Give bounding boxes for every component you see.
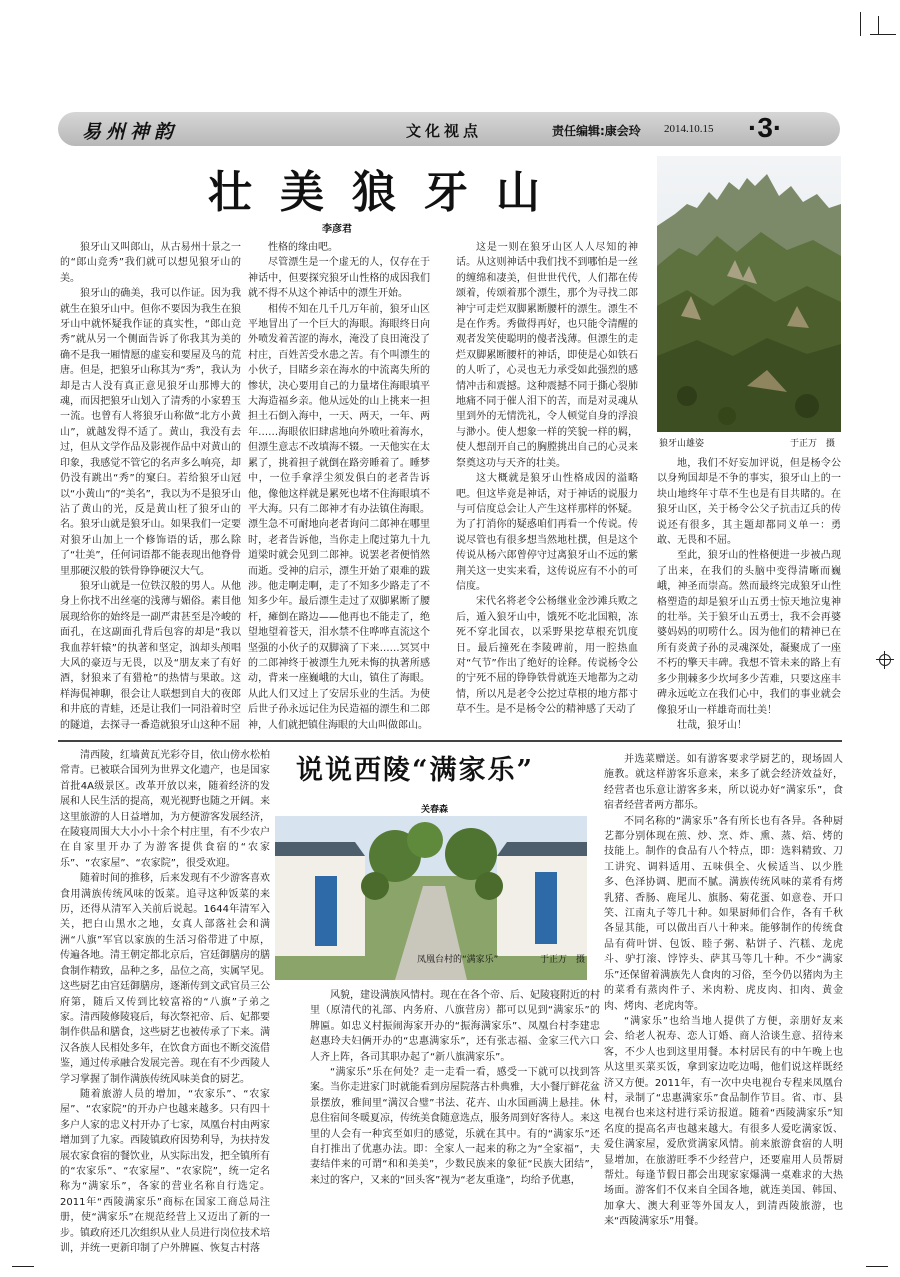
page-header [58, 112, 840, 146]
mountain-photo [657, 156, 841, 432]
photo2-caption: 凤凰台村的“满家乐” [417, 955, 499, 965]
paragraph: 清西陵，红墙黄瓦光彩夺目，依山傍水松柏常青。已被联合国列为世界文化遗产，也是国家首批4A级景区。改革开放以来，随着经济的发展和人民生活的提高，观光视野也随之开阔。来这里旅游的人日益增加，为方便游客发展经济，在陵寝周围大大小小十余个村庄里，有不少农户在自家里开办了为游客提供食宿的“农家乐”、“农家屋”、“农家院”，很受欢迎。 [60, 750, 270, 869]
article2-column-3 [604, 752, 843, 1230]
paragraph: 性格的缘由吧。 [268, 242, 338, 253]
photo1-caption: 狼牙山雄姿 [659, 439, 705, 449]
registration-mark [876, 651, 894, 669]
paragraph: 尽管漂生是一个虚无的人，仅存在于神话中，但要探究狼牙山性格的成因我们就不得不从这个神话中的漂生开始。 [248, 257, 430, 300]
paragraph: 这大概就是狼牙山性格成因的溢略吧。但这毕竟是神话，对于神话的说服力与可信度总会让人产生这样那样的怀疑。为了打消你的疑惑咱们再看一个传说。传说尽管也有很多想当然地杜撰，但是这个传说从杨六郎曾停守过离狼牙山不远的紫荆关这一史实来看，这传说应有不小的可信度。 [456, 473, 638, 592]
article1-column-4 [657, 456, 841, 733]
article1-column-2 [248, 240, 430, 733]
paragraph: 这是一则在狼牙山区人人尽知的神话。从这则神话中我们找不到哪怕是一丝的缠绵和凄美，但世世代代，人们都在传颂着，传颂着那个漂生，那个为寻找二郎神宁可走烂双脚累断腰杆的漂生。漂生不是在作秀。秀做得再好，也只能令清醒的观者发笑使聪明的傻者浅薄。但漂生的走烂双脚累断腰杆的神话，即使是心如铁石的人听了，心灵也无力承受如此强烈的感情冲击和震撼。这种震撼不同于撕心裂肺地痛不同于催人泪下的苦，而是对灵魂从里到外的无情洗礼，令人顿觉自身的浮浪与渺小。使人想象一样的笑貌一样的羁，使人想剖开自己的胸膛挑出自己的心灵来祭奠这功与天齐的壮美。 [456, 242, 638, 469]
article1-column-1 [60, 240, 241, 733]
paper-name: 易州神韵 [82, 121, 179, 143]
paragraph: 并选菜赠送。如有游客要求学厨艺的，现场固人施教。就这样游客乐意来，来多了就会经济效益好，经营者也乐意让游客多来，所以说办好“满家乐”，食宿者经营者两方都乐。 [604, 754, 843, 812]
paragraph: 狼牙山又叫郎山，从古易州十景之一的“郎山竞秀”我们就可以想见狼牙山的美。 [60, 242, 241, 284]
paragraph: 宋代名将老令公杨继业金沙滩兵败之后，遁入狼牙山中，饿死不吃北国粮，冻死不穿北国衣，以采野果挖草根充饥度日。最后撞死在李陵碑前，用一腔热血对“气节”作出了绝好的诠释。传说杨令公的宁死不屈的铮铮铁骨就连天地都为之动情，所以凡是老令公挖过草根的地方都寸草不生。是不是杨令公的精神感了天动了 [456, 596, 638, 716]
mountain-photo-image [657, 156, 841, 432]
paragraph: 风貌，建设满族风情村。现在在各个帝、后、妃陵寝附近的村里（原清代的礼部、内务府、八旗营房）都可以见到“满家乐”的牌匾。如忠义村振闹海家开办的“振海满家乐”、凤凰台村李建忠赵惠玲夫妇俩开办的“忠惠满家乐”，还有张志福、金家三代六口人齐上阵，各司其职办起了“新八旗满家乐”。 [310, 990, 600, 1063]
section-divider [58, 740, 842, 742]
issue-date: 2014.10.15 [664, 123, 714, 135]
paragraph: 地，我们不好妄加评说，但是杨令公以身殉国却是不争的事实，狼牙山上的一块山地终年寸草不生也是有目共睹的。在狼牙山区，关于杨令公父子抗击辽兵的传说还有很多，其主题却都同义单一：勇敢、无畏和不屈。 [657, 458, 841, 547]
crop-mark [12, 1266, 34, 1267]
page-number: ·3· [748, 112, 783, 143]
paragraph: 相传不知在几千几万年前，狼牙山区平地冒出了一个巨大的海眼。海眼终日向外喷发着苦涩的海水，淹没了良田淹没了村庄，百姓苦受水患之苦。有个叫漂生的小伙子，目睹乡亲在海水的中流离失所的惨状，决心要用自己的力量堵住海眼填平大海造福乡亲。他从远处的山上挑来一担担土石倒入海中，一天、两天，一年、两年……海眼依旧肆虐地向外喷吐着海水，但漂生意志不改填海不辍。一天他实在太累了，挑着担子就倒在路旁睡着了。睡梦中，一位手拿浮尘须发俱白的老者告诉他，像他这样就是累死也堵不住海眼填不平大海。只有二郎神才有办法镇住海眼。漂生急不可耐地向老者询问二郎神在哪里时，老者告诉他，当你走上爬过第九十九道梁时就会见到二郎神。说罢老者便悄然而逝。受神的启示，漂生开始了艰难的跋涉。他走啊走啊，走了不知多少路走了不知多少年。最后漂生走过了双脚累断了腰杆，瘫倒在路边——他再也不能走了，绝望地望着苍天，泪水禁不住哗哗直流这个坚强的小伙子的双脚滴了下来……冥冥中的二郎神终于被漂生九死未悔的执著所感动，背来一座巍峨的大山，镇住了海眼。从此人们又过上了安居乐业的生活。为使后世子孙永远记住为民造福的漂生和二郎神，人们就把镇住海眼的大山叫做郎山。 [248, 303, 430, 731]
crop-mark [878, 16, 879, 34]
paragraph: 至此，狼牙山的性格便进一步被凸现了出来，在我们的头脑中变得清晰而巍峨，神圣而崇高。然而最终完成狼牙山性格塑造的却是狼牙山五勇士惊天地泣鬼神的壮举。关于狼牙山五勇士，我不会再婆婆妈妈的叨唠什么。因为他们的精神已在所有炎黄子孙的灵魂深处，凝聚成了一座不朽的擎天丰碑。我想不管未来的路上有多少荆棘多少坎坷多少苦难，只要这座丰碑永远屹立在我们心中，我们的事业就会像狼牙山一样雄奇而壮美！ [657, 550, 841, 716]
photo1-credit: 于正万 摄 [789, 439, 835, 449]
article1-author: 李彦君 [322, 224, 352, 235]
photo2-credit: 于正万 摄 [540, 955, 586, 965]
paragraph: 壮哉，狼牙山！ [677, 719, 747, 731]
article1-column-3 [456, 240, 638, 718]
article1-title: 壮美狼牙山 [208, 167, 568, 218]
article2-column-1 [60, 748, 270, 1256]
photo1-caption-bar [657, 434, 841, 450]
paragraph: 狼牙山就是一位铁汉般的男人。从他身上你找不出丝毫的浅薄与媚俗。素目他展现给你的始终是一副严肃甚至是冷峻的面孔，在这副面孔背后包容的却是“我以我血荐轩辕”的执著和坚定，汹却头颅唱大风的豪迈与无畏，以及“朋友来了有好酒，豺狼来了有猎枪”的热情与果敢。这样海侃神聊，很会让人联想到自大的夜郎和井底的青蛙，还是让我们一同沿着时空的隧道，去探寻一番造就狼牙山这种不屈 [60, 580, 241, 731]
crop-mark [870, 34, 896, 35]
paragraph: 随着旅游人员的增加，“农家乐”、“农家屋”、“农家院”的开办户也越来越多。只有四十多户人家的忠义村开办了七家，凤凰台村由两家增加到了九家。西陵镇政府因势利导，为扶持发展农家食宿的餐饮业，从实际出发，把全镇所有的“农家乐”、“农家屋”、“农家院”，统一定名称为“满家乐”，各家的营业名称自行选定。2011年“西陵满家乐”商标在国家工商总局注册，使“满家乐”在规范经营上又迈出了新的一步。镇政府还几次组织从业人员进行岗位技术培训，并统一更新印制了户外牌匾、恢复古村落 [60, 1088, 270, 1254]
editor-credit: 责任编辑:康会玲 [552, 124, 641, 138]
paragraph: 不同名称的“满家乐”各有所长也有各异。各种厨艺都分别体现在煎、炒、烹、炸、熏、蒸、焙、烤的技能上。制作的食品有八个特点，即：选料精致、刀工讲究、调料适用、五味俱全、火候适当、以少胜多、色泽协调、肥而不腻。满族传统风味的菜肴有烤乳猪、香肠、鹿尾儿、旗肠、菊花蛋、如意卷、开口笑、江南丸子等几十种。如果厨师们合作，各有千秋各显其能，可以做出百八十种来。能够制作的传统食品有荷叶饼、包饭、睦子粥、粘饼子、汽糕、龙虎斗、驴打滚、饽饽头、萨其马等几十种。不少“满家乐”还保留着满族先人食肉的习俗，至今仍以猪肉为主的菜肴有蒸肉件子、米肉粉、虎皮肉、扣肉、黄金肉、烤肉、老虎肉等。 [604, 815, 843, 1012]
article2-column-2 [310, 988, 600, 1188]
paragraph: “满家乐”乐在何处？走一走看一看，感受一下就可以找到答案。当你走进家门时就能看到房屋院落古朴典雅，大小餐厅鲜花盆景摆放，雅间里“满汉合璧”书法、花卉、山水国画满上悬挂。休息住宿间冬暖夏凉，传统美食随意选点，服务周到好客待人。来这里的人会有一种宾至如归的感觉，乐就在其中。有的“满家乐”还自打推出了优惠办法。即：全家人一起来的称之为“全家福”，夫妻结伴来的可谓“和和美美”，少数民族来的象征“民族大团结”，来过的客户，又来的“回头客”视为“老友重逢”，均给予优惠， [310, 1067, 600, 1186]
section-title: 文化视点 [406, 122, 483, 140]
crop-mark [860, 12, 861, 36]
article2-author: 关春森 [421, 805, 449, 815]
crop-mark [866, 1266, 888, 1267]
paragraph: “满家乐”也给当地人提供了方便，亲朋好友来会、给老人祝寿、恋人订婚、商人洽谈生意、招待来客，不少人也到这里用餐。本村居民有的中午晚上也从这里买菜买饭，拿到家边吃边喝，他们说这样既经济又方便。2011年，有一次中央电视台专程来凤凰台村，录制了“忠惠满家乐”食品制作节目。省、市、县电视台也来这村进行采访报道。随着“西陵满家乐”知名度的提高名声也越来越大。有很多人爱吃满家饭、爱住满家屋，爱欣赏满家风情。前来旅游食宿的人明显增加，在旅游旺季不少经营户，还要雇用人员帮厨帮灶。每逢节假日都会出现家家爆满一桌难求的大热场面。游客们不仅来自全国各地，就连美国、韩国、加拿大、澳大利亚等外国友人，到清西陵旅游，也来“西陵满家乐”用餐。 [604, 1015, 843, 1228]
paragraph: 随着时间的推移，后来发现有不少游客喜欢食用满族传统风味的饭菜。追寻这种饭菜的来历，还得从清军入关前后说起。1644年清军入关，把白山黑水之地，女真人部落社会和满洲“八旗”军官以家族的生活习俗带进了中原，传遍各地。清王朝定都北京后，宫廷御膳房的膳食制作精致，品种之多，品位之高，实属罕见。这些厨艺由宫廷御膳房，逐渐传到文武官员三公府第，随后又传到比较富裕的“八旗”子弟之家。清西陵修陵寝后，每次祭祀帝、后、妃都要制作供品和膳食，这些厨艺也被传承了下来。满汉各族人民相处多年，在饮食方面也不断交流借鉴，通过传承融合发展完善。现在有不少西陵人学习掌握了制作满族传统风味美食的厨艺。 [60, 873, 270, 1085]
article2-title: 说说西陵“满家乐” [296, 755, 535, 786]
paragraph: 狼牙山的确美，我可以作证。因为我就生在狼牙山中。但你不要因为我生在狼牙山中就怀疑我作证的真实性，“郎山竞秀”就从另一个侧面告诉了你我其为美的确不是我一厢情愿的虚妄和要屋及乌的荒唐。但是，把狼牙山称其为“秀”，我认为却是古人没有真正意见狼牙山那博大的魂，而因把狼牙山划入了清秀的小家碧玉一流。也曾有人将狼牙山称做“北方小黄山”，就越发得不适了。黄山，我没有去过，但从文学作品及影视作品中对黄山的印象，我感觉不管它的名声多么响亮，却仍没有跳出“秀”的窠臼。若给狼牙山冠以“小黄山”的“美名”，我以为不是狼牙山沾了黄山的光，反是黄山枉了狼牙山的名。狼牙山就是狼牙山。如果我们一定要对狼牙山加上一个修饰语的话，那么除了“壮美”，任何词语都不能表现出他脊骨里那硬汉般的铁骨铮铮硬汉大气。 [60, 288, 241, 577]
